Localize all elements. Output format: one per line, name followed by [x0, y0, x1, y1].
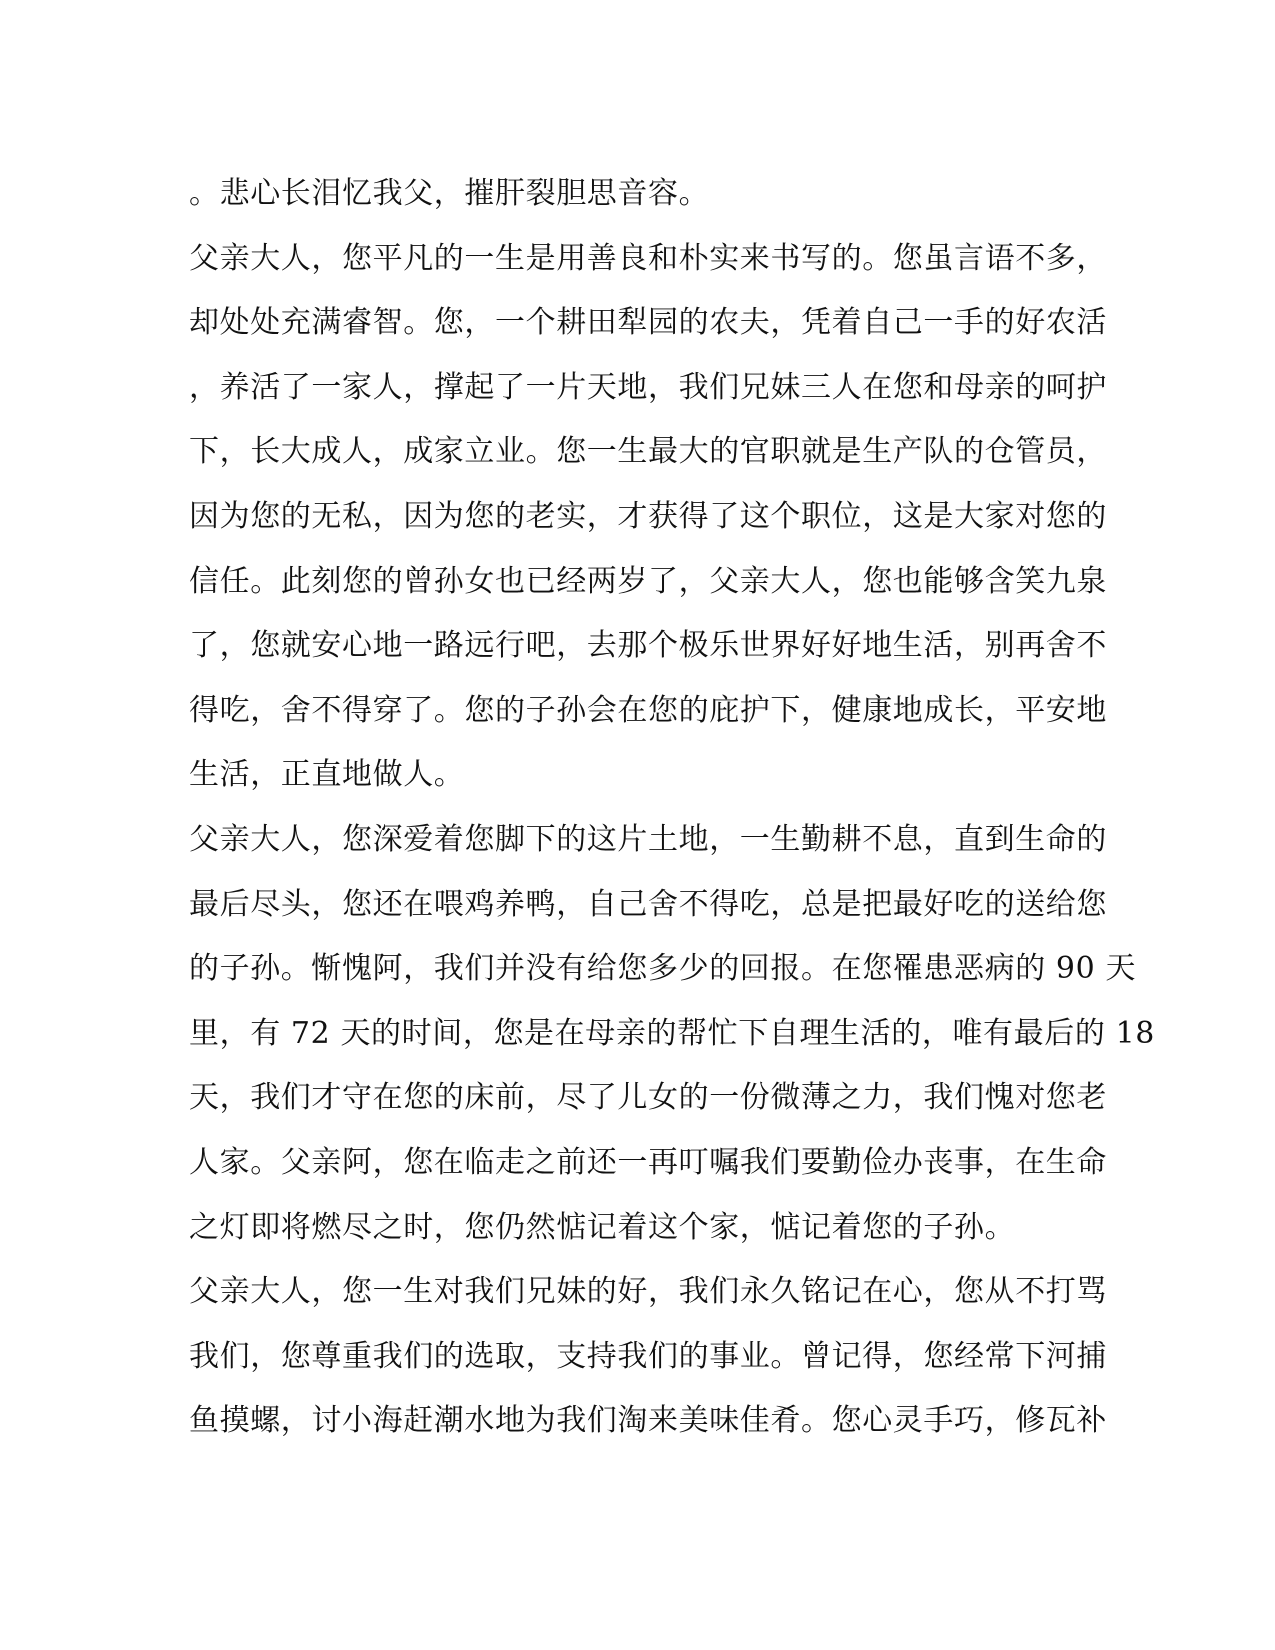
text-line: ，养活了一家人，撑起了一片天地，我们兄妹三人在您和母亲的呵护	[189, 369, 1107, 405]
text-line: 父亲大人，您深爱着您脚下的这片土地，一生勤耕不息，直到生命的	[189, 821, 1107, 857]
text-line: 父亲大人，您平凡的一生是用善良和朴实来书写的。您虽言语不多，	[189, 240, 1107, 276]
body-text	[189, 162, 1155, 1454]
text-line: 的子孙。惭愧阿，我们并没有给您多少的回报。在您罹患恶病的 90 天	[189, 951, 1137, 987]
text-line: 下，长大成人，成家立业。您一生最大的官职就是生产队的仓管员，	[189, 434, 1107, 470]
text-line: 了，您就安心地一路远行吧，去那个极乐世界好好地生活，别再舍不	[189, 628, 1107, 664]
text-line: 鱼摸螺，讨小海赶潮水地为我们淘来美味佳肴。您心灵手巧，修瓦补	[189, 1403, 1107, 1439]
text-line: 。悲心长泪忆我父，摧肝裂胆思音容。	[189, 176, 710, 211]
text-line: 天，我们才守在您的床前，尽了儿女的一份微薄之力，我们愧对您老	[189, 1080, 1107, 1116]
text-line: 父亲大人，您一生对我们兄妹的好，我们永久铭记在心，您从不打骂	[189, 1274, 1107, 1310]
text-line: 因为您的无私，因为您的老实，才获得了这个职位，这是大家对您的	[189, 498, 1107, 534]
text-line: 却处处充满睿智。您，一个耕田犁园的农夫，凭着自己一手的好农活	[189, 305, 1107, 341]
text-line: 之灯即将燃尽之时，您仍然惦记着这个家，惦记着您的子孙。	[189, 1209, 1016, 1245]
text-line: 最后尽头，您还在喂鸡养鸭，自己舍不得吃，总是把最好吃的送给您	[189, 886, 1107, 922]
text-line: 得吃，舍不得穿了。您的子孙会在您的庇护下，健康地成长，平安地	[189, 692, 1107, 728]
text-line: 信任。此刻您的曾孙女也已经两岁了，父亲大人，您也能够含笑九泉	[189, 563, 1107, 599]
text-line: 人家。父亲阿，您在临走之前还一再叮嘱我们要勤俭办丧事，在生命	[189, 1144, 1107, 1180]
text-line: 我们，您尊重我们的选取，支持我们的事业。曾记得，您经常下河捕	[189, 1338, 1107, 1374]
text-line: 生活，正直地做人。	[189, 757, 465, 793]
text-line: 里，有 72 天的时间，您是在母亲的帮忙下自理生活的，唯有最后的 18	[189, 1015, 1155, 1051]
